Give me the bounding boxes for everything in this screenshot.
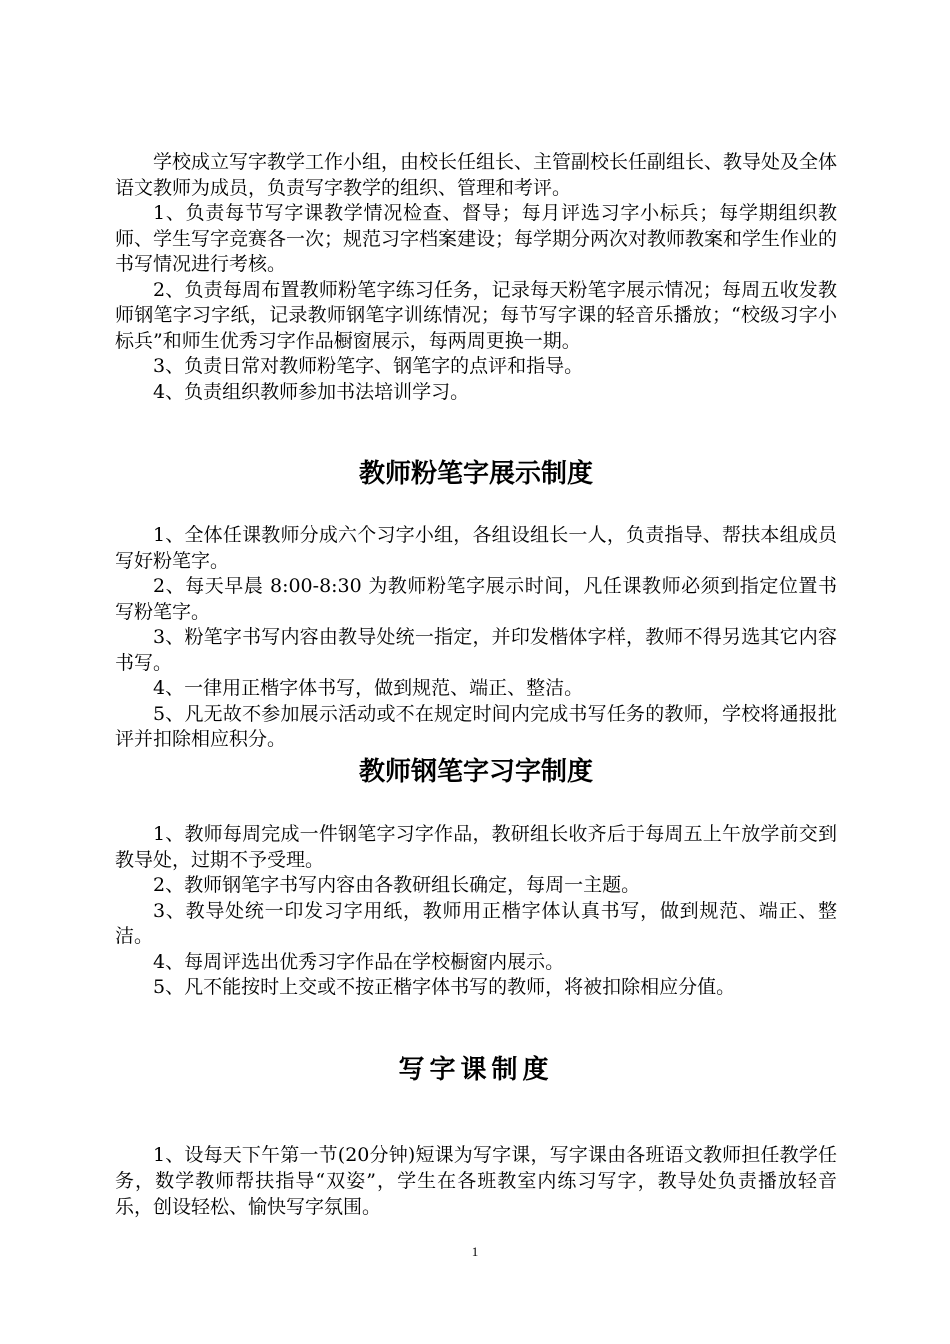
chalk-paragraph: 5、凡无故不参加展示活动或不在规定时间内完成书写任务的教师，学校将通报批评并扣除相应积分。	[115, 702, 837, 750]
chalk-paragraph: 3、粉笔字书写内容由教导处统一指定，并印发楷体字样，教师不得另选其它内容书写。	[115, 626, 837, 674]
pen-paragraph: 3、教导处统一印发习字用纸，教师用正楷字体认真书写，做到规范、端正、整洁。	[115, 899, 837, 947]
page-number: 1	[471, 1244, 479, 1259]
writing-class-paragraph: 1、设每天下午第一节(20分钟)短课为写字课，写字课由各班语文教师担任教学任务，数学教师帮扶指导“双姿”，学生在各班教室内练习写字，教导处负责播放轻音乐，创设轻松、愉快写字氛围。	[115, 1144, 837, 1218]
pen-paragraph: 1、教师每周完成一件钢笔字习字作品，教研组长收齐后于每周五上午放学前交到教导处，过期不予受理。	[115, 823, 837, 871]
pen-paragraph: 2、教师钢笔字书写内容由各教研组长确定，每周一主题。	[153, 874, 641, 896]
pen-paragraph: 5、凡不能按时上交或不按正楷字体书写的教师，将被扣除相应分值。	[153, 976, 736, 998]
section-chalk-display	[115, 523, 837, 753]
section-pen-practice	[115, 822, 837, 1001]
writing-class-title: 写字课制度	[398, 1055, 554, 1085]
pen-paragraph: 4、每周评选出优秀习字作品在学校橱窗内展示。	[153, 950, 565, 973]
intro-paragraph: 4、负责组织教师参加书法培训学习。	[153, 380, 470, 403]
intro-paragraph: 学校成立写字教学工作小组，由校长任组长、主管副校长任副组长、教导处及全体语文教师为成员，负责写字教学的组织、管理和考评。	[115, 151, 838, 199]
intro-paragraph: 1、负责每节写字课教学情况检查、督导；每月评选习字小标兵；每学期组织教师、学生写字竞赛各一次；规范习字档案建设；每学期分两次对教师教案和学生作业的书写情况进行考核。	[115, 202, 838, 275]
chalk-paragraph: 4、一律用正楷字体书写，做到规范、端正、整洁。	[153, 677, 584, 699]
intro-paragraph: 3、负责日常对教师粉笔字、钢笔字的点评和指导。	[153, 355, 584, 377]
chalk-section-title: 教师粉笔字展示制度	[358, 459, 593, 489]
pen-section-title: 教师钢笔字习字制度	[358, 757, 593, 787]
chalk-paragraph: 2、每天早晨 8:00-8:30 为教师粉笔字展示时间，凡任课教师必须到指定位置书写粉笔字。	[115, 575, 837, 623]
intro-paragraph: 2、负责每周布置教师粉笔字练习任务，记录每天粉笔字展示情况；每周五收发教师钢笔字习字纸，记录教师钢笔字训练情况；每节写字课的轻音乐播放；“校级习字小标兵”和师生优秀习字作品橱窗展示，每两周更换一期。	[115, 278, 837, 352]
section-writing-class	[115, 1142, 837, 1220]
chalk-paragraph: 1、全体任课教师分成六个习字小组，各组设组长一人，负责指导、帮扶本组成员写好粉笔字。	[115, 524, 837, 572]
section-writing-group	[115, 150, 837, 405]
